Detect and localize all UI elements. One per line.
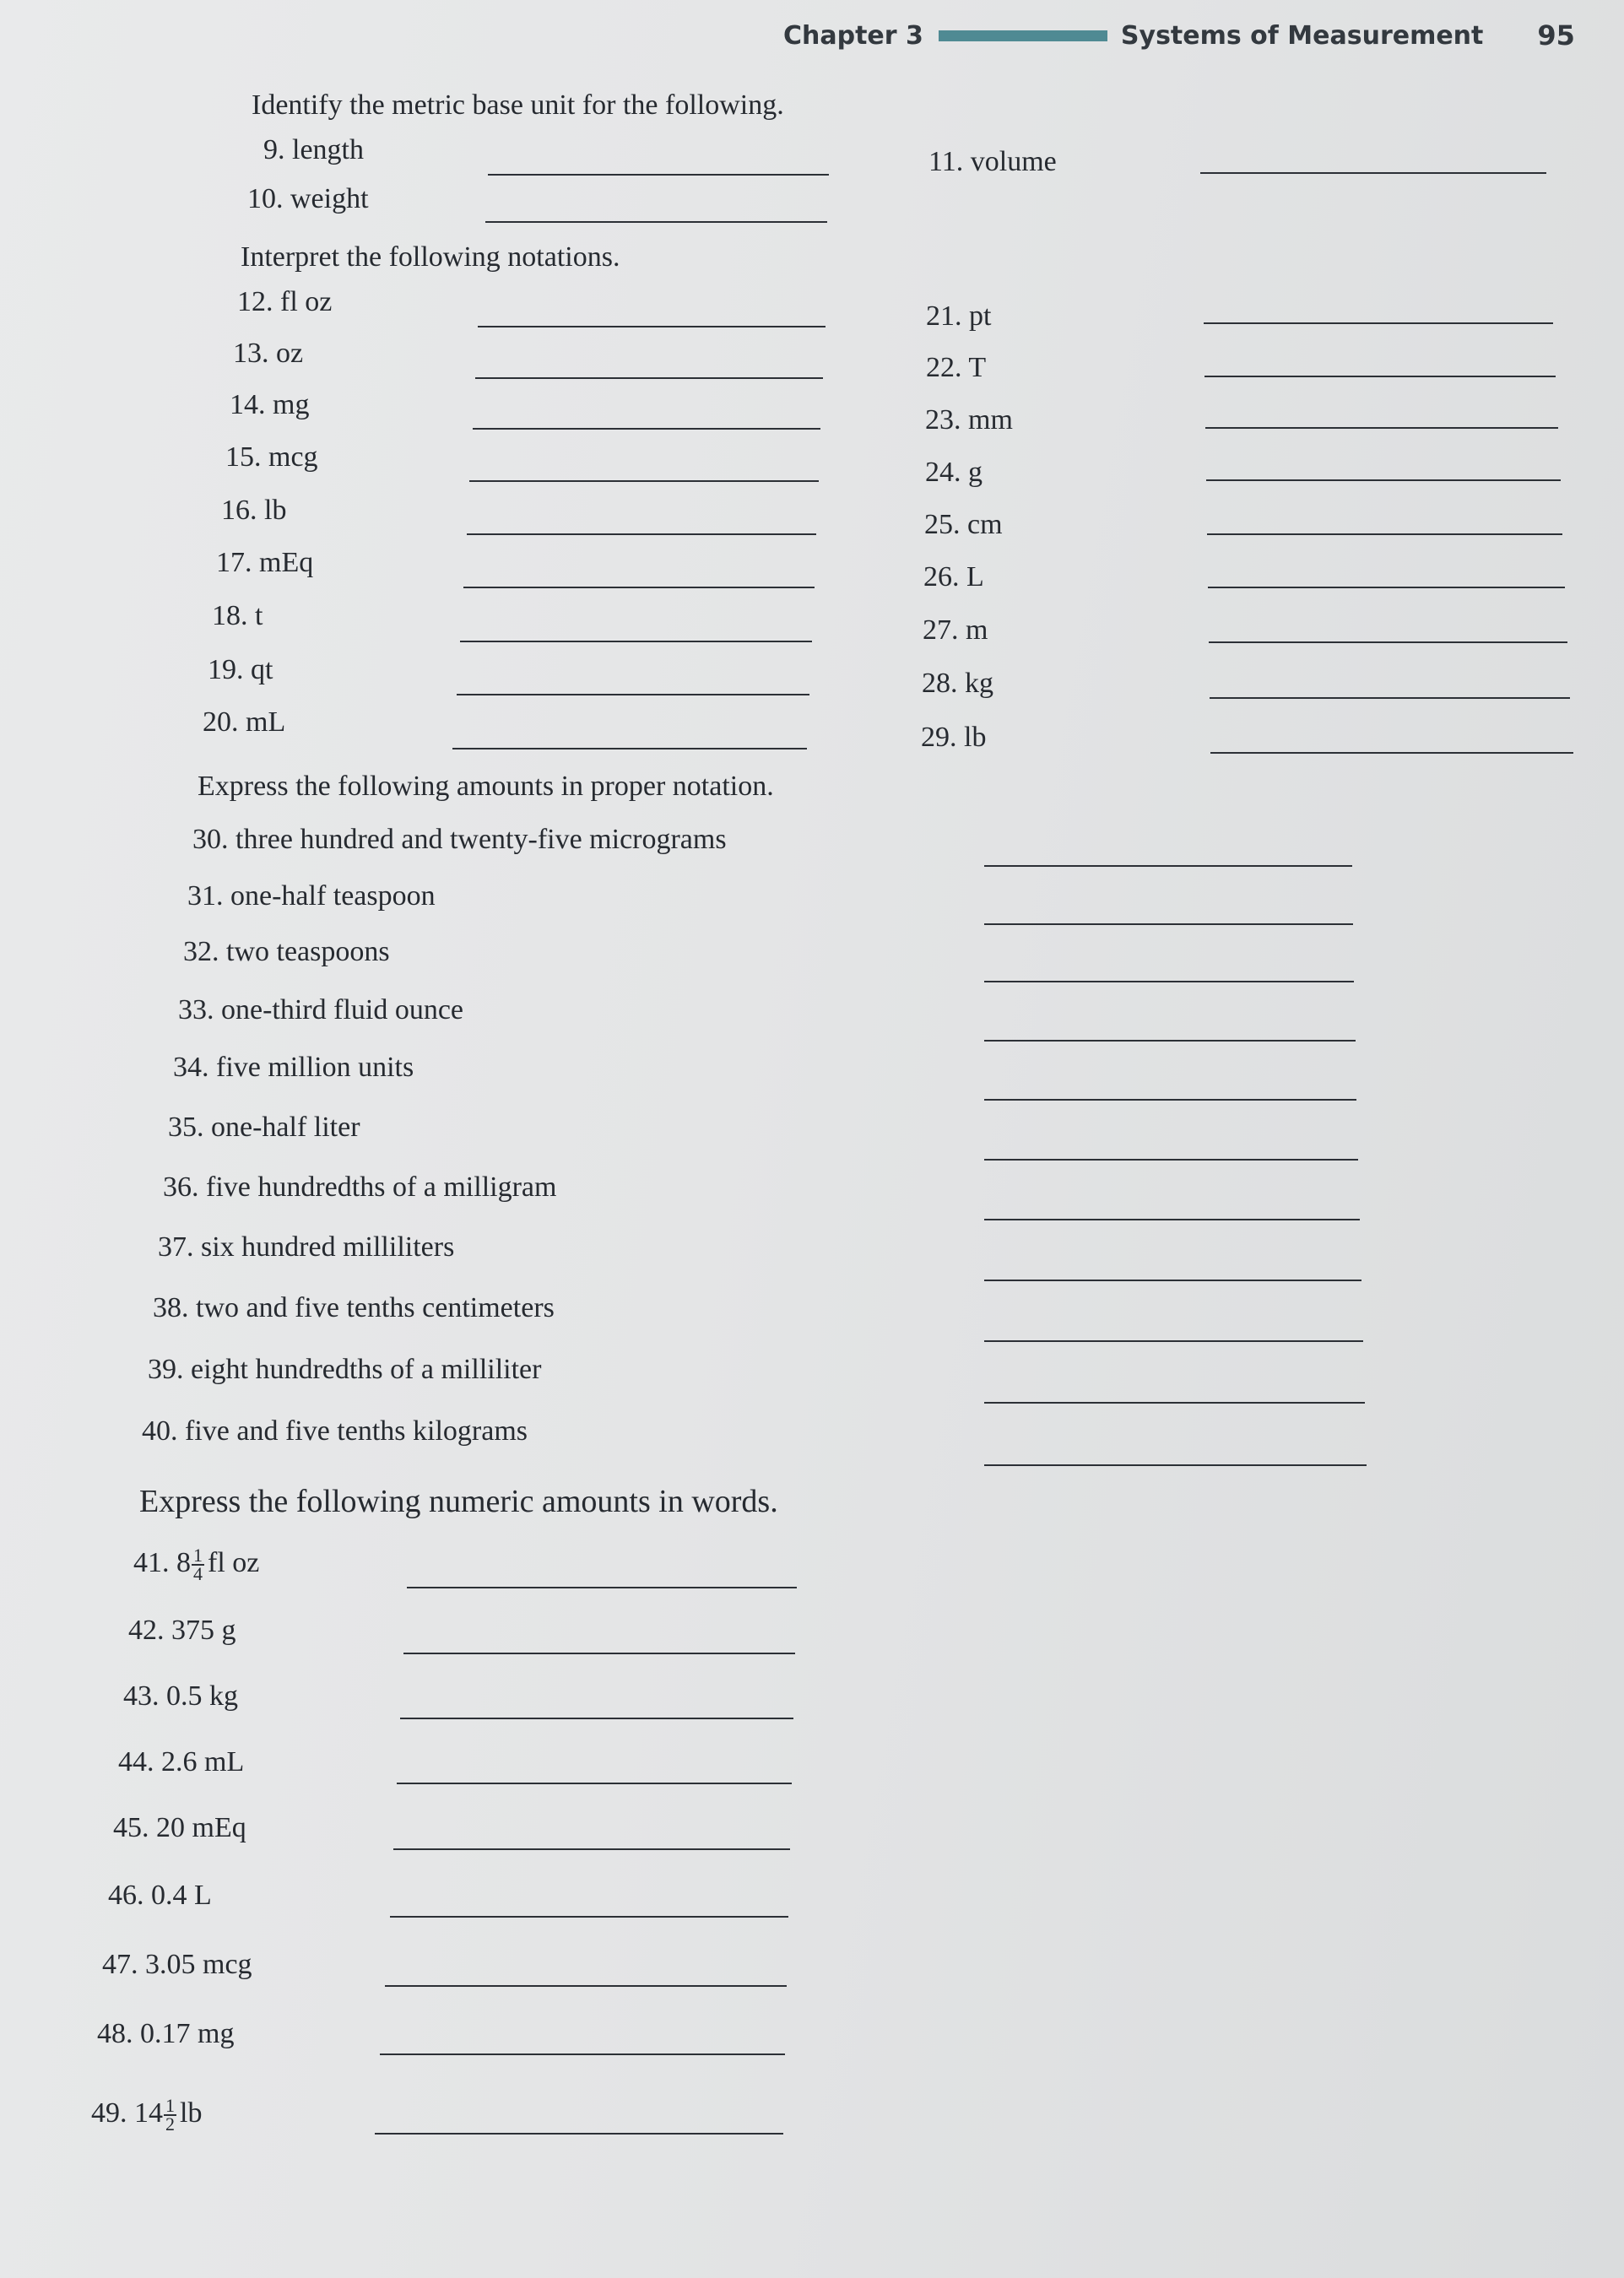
question-15: 15. mcg <box>225 441 318 473</box>
question-24: 24. g <box>925 457 983 488</box>
answer-blank-15[interactable] <box>469 480 819 482</box>
answer-blank-9[interactable] <box>488 174 829 176</box>
mixed-number-whole: 8 <box>176 1547 191 1578</box>
question-36: 36. five hundredths of a milligram <box>163 1171 557 1203</box>
question-30: 30. three hundred and twenty-five micrograms <box>192 824 727 855</box>
section-heading-express-notation: Express the following amounts in proper notation. <box>198 771 774 802</box>
question-20: 20. mL <box>203 706 286 738</box>
question-35: 35. one-half liter <box>168 1112 360 1143</box>
question-10: 10. weight <box>247 183 369 214</box>
answer-blank-41[interactable] <box>407 1587 797 1588</box>
question-22: 22. T <box>926 352 987 383</box>
answer-blank-44[interactable] <box>397 1783 792 1784</box>
page-header <box>783 17 1575 54</box>
answer-blank-45[interactable] <box>393 1848 790 1850</box>
header-divider-bar <box>939 30 1107 41</box>
question-13: 13. oz <box>233 338 304 369</box>
answer-blank-46[interactable] <box>390 1916 788 1918</box>
mixed-number-whole: 14 <box>134 2097 163 2129</box>
answer-blank-34[interactable] <box>984 1099 1356 1101</box>
answer-blank-48[interactable] <box>380 2053 785 2055</box>
answer-blank-26[interactable] <box>1208 587 1565 588</box>
answer-blank-38[interactable] <box>984 1340 1363 1342</box>
answer-blank-40[interactable] <box>984 1464 1367 1466</box>
answer-blank-35[interactable] <box>984 1159 1358 1161</box>
question-28: 28. kg <box>922 668 993 699</box>
answer-blank-18[interactable] <box>460 641 812 642</box>
answer-blank-33[interactable] <box>984 1040 1356 1042</box>
question-9: 9. length <box>263 134 364 165</box>
question-16: 16. lb <box>221 495 287 526</box>
answer-blank-10[interactable] <box>485 221 827 223</box>
question-23: 23. mm <box>925 404 1013 436</box>
question-29: 29. lb <box>921 722 987 753</box>
section-heading-base-units: Identify the metric base unit for the following. <box>252 89 784 121</box>
answer-blank-47[interactable] <box>385 1985 787 1987</box>
answer-blank-17[interactable] <box>463 587 815 588</box>
question-33: 33. one-third fluid ounce <box>178 994 464 1025</box>
answer-blank-20[interactable] <box>452 748 807 749</box>
section-heading-express-words: Express the following numeric amounts in words. <box>139 1484 778 1519</box>
answer-blank-23[interactable] <box>1205 427 1558 429</box>
answer-blank-13[interactable] <box>475 377 823 379</box>
answer-blank-29[interactable] <box>1210 752 1573 754</box>
answer-blank-36[interactable] <box>984 1219 1360 1220</box>
answer-blank-11[interactable] <box>1200 172 1546 174</box>
question-32: 32. two teaspoons <box>183 936 390 967</box>
answer-blank-27[interactable] <box>1209 641 1567 643</box>
question-47: 47. 3.05 mcg <box>102 1949 252 1980</box>
answer-blank-32[interactable] <box>984 981 1354 982</box>
answer-blank-24[interactable] <box>1206 479 1561 481</box>
answer-blank-49[interactable] <box>375 2133 783 2135</box>
question-45: 45. 20 mEq <box>113 1812 246 1843</box>
answer-blank-42[interactable] <box>403 1653 795 1654</box>
answer-blank-31[interactable] <box>984 923 1353 925</box>
answer-blank-22[interactable] <box>1204 376 1556 377</box>
question-34: 34. five million units <box>173 1052 414 1083</box>
answer-blank-19[interactable] <box>457 694 809 695</box>
answer-blank-21[interactable] <box>1204 322 1553 324</box>
answer-blank-14[interactable] <box>473 428 820 430</box>
question-48: 48. 0.17 mg <box>97 2018 235 2049</box>
question-46: 46. 0.4 L <box>108 1880 212 1911</box>
question-25: 25. cm <box>924 509 1003 540</box>
answer-blank-43[interactable] <box>400 1718 793 1719</box>
question-49: 49. 14 $\frac{1}{2}$ lb <box>91 2095 203 2135</box>
chapter-label: Chapter 3 <box>783 20 923 51</box>
question-12: 12. fl oz <box>237 286 333 317</box>
page-number: 95 <box>1537 19 1575 51</box>
question-31: 31. one-half teaspoon <box>187 880 436 912</box>
answer-blank-16[interactable] <box>467 533 816 535</box>
answer-blank-28[interactable] <box>1210 697 1570 699</box>
question-26: 26. L <box>923 561 984 592</box>
question-21: 21. pt <box>926 300 992 332</box>
question-44: 44. 2.6 mL <box>118 1746 245 1777</box>
question-17: 17. mEq <box>216 547 314 578</box>
fraction: $\frac{1}{4}$ <box>193 1545 203 1585</box>
chapter-title: Systems of Measurement <box>1120 20 1484 51</box>
question-37: 37. six hundred milliliters <box>158 1231 455 1263</box>
question-38: 38. two and five tenths centimeters <box>153 1292 555 1323</box>
question-11: 11. volume <box>928 146 1057 177</box>
answer-blank-25[interactable] <box>1207 533 1562 535</box>
section-heading-interpret: Interpret the following notations. <box>241 241 620 273</box>
question-40: 40. five and five tenths kilograms <box>142 1415 528 1447</box>
answer-blank-39[interactable] <box>984 1402 1365 1404</box>
question-42: 42. 375 g <box>128 1615 236 1646</box>
question-19: 19. qt <box>208 654 273 685</box>
question-41: 41. 8 $\frac{1}{4}$ fl oz <box>133 1545 260 1585</box>
answer-blank-37[interactable] <box>984 1280 1361 1281</box>
fraction: $\frac{1}{2}$ <box>165 2095 175 2135</box>
answer-blank-12[interactable] <box>478 326 826 327</box>
question-27: 27. m <box>923 614 988 646</box>
question-39: 39. eight hundredths of a milliliter <box>148 1354 542 1385</box>
answer-blank-30[interactable] <box>984 865 1352 867</box>
question-43: 43. 0.5 kg <box>123 1680 238 1712</box>
question-14: 14. mg <box>230 389 310 420</box>
question-18: 18. t <box>212 600 263 631</box>
